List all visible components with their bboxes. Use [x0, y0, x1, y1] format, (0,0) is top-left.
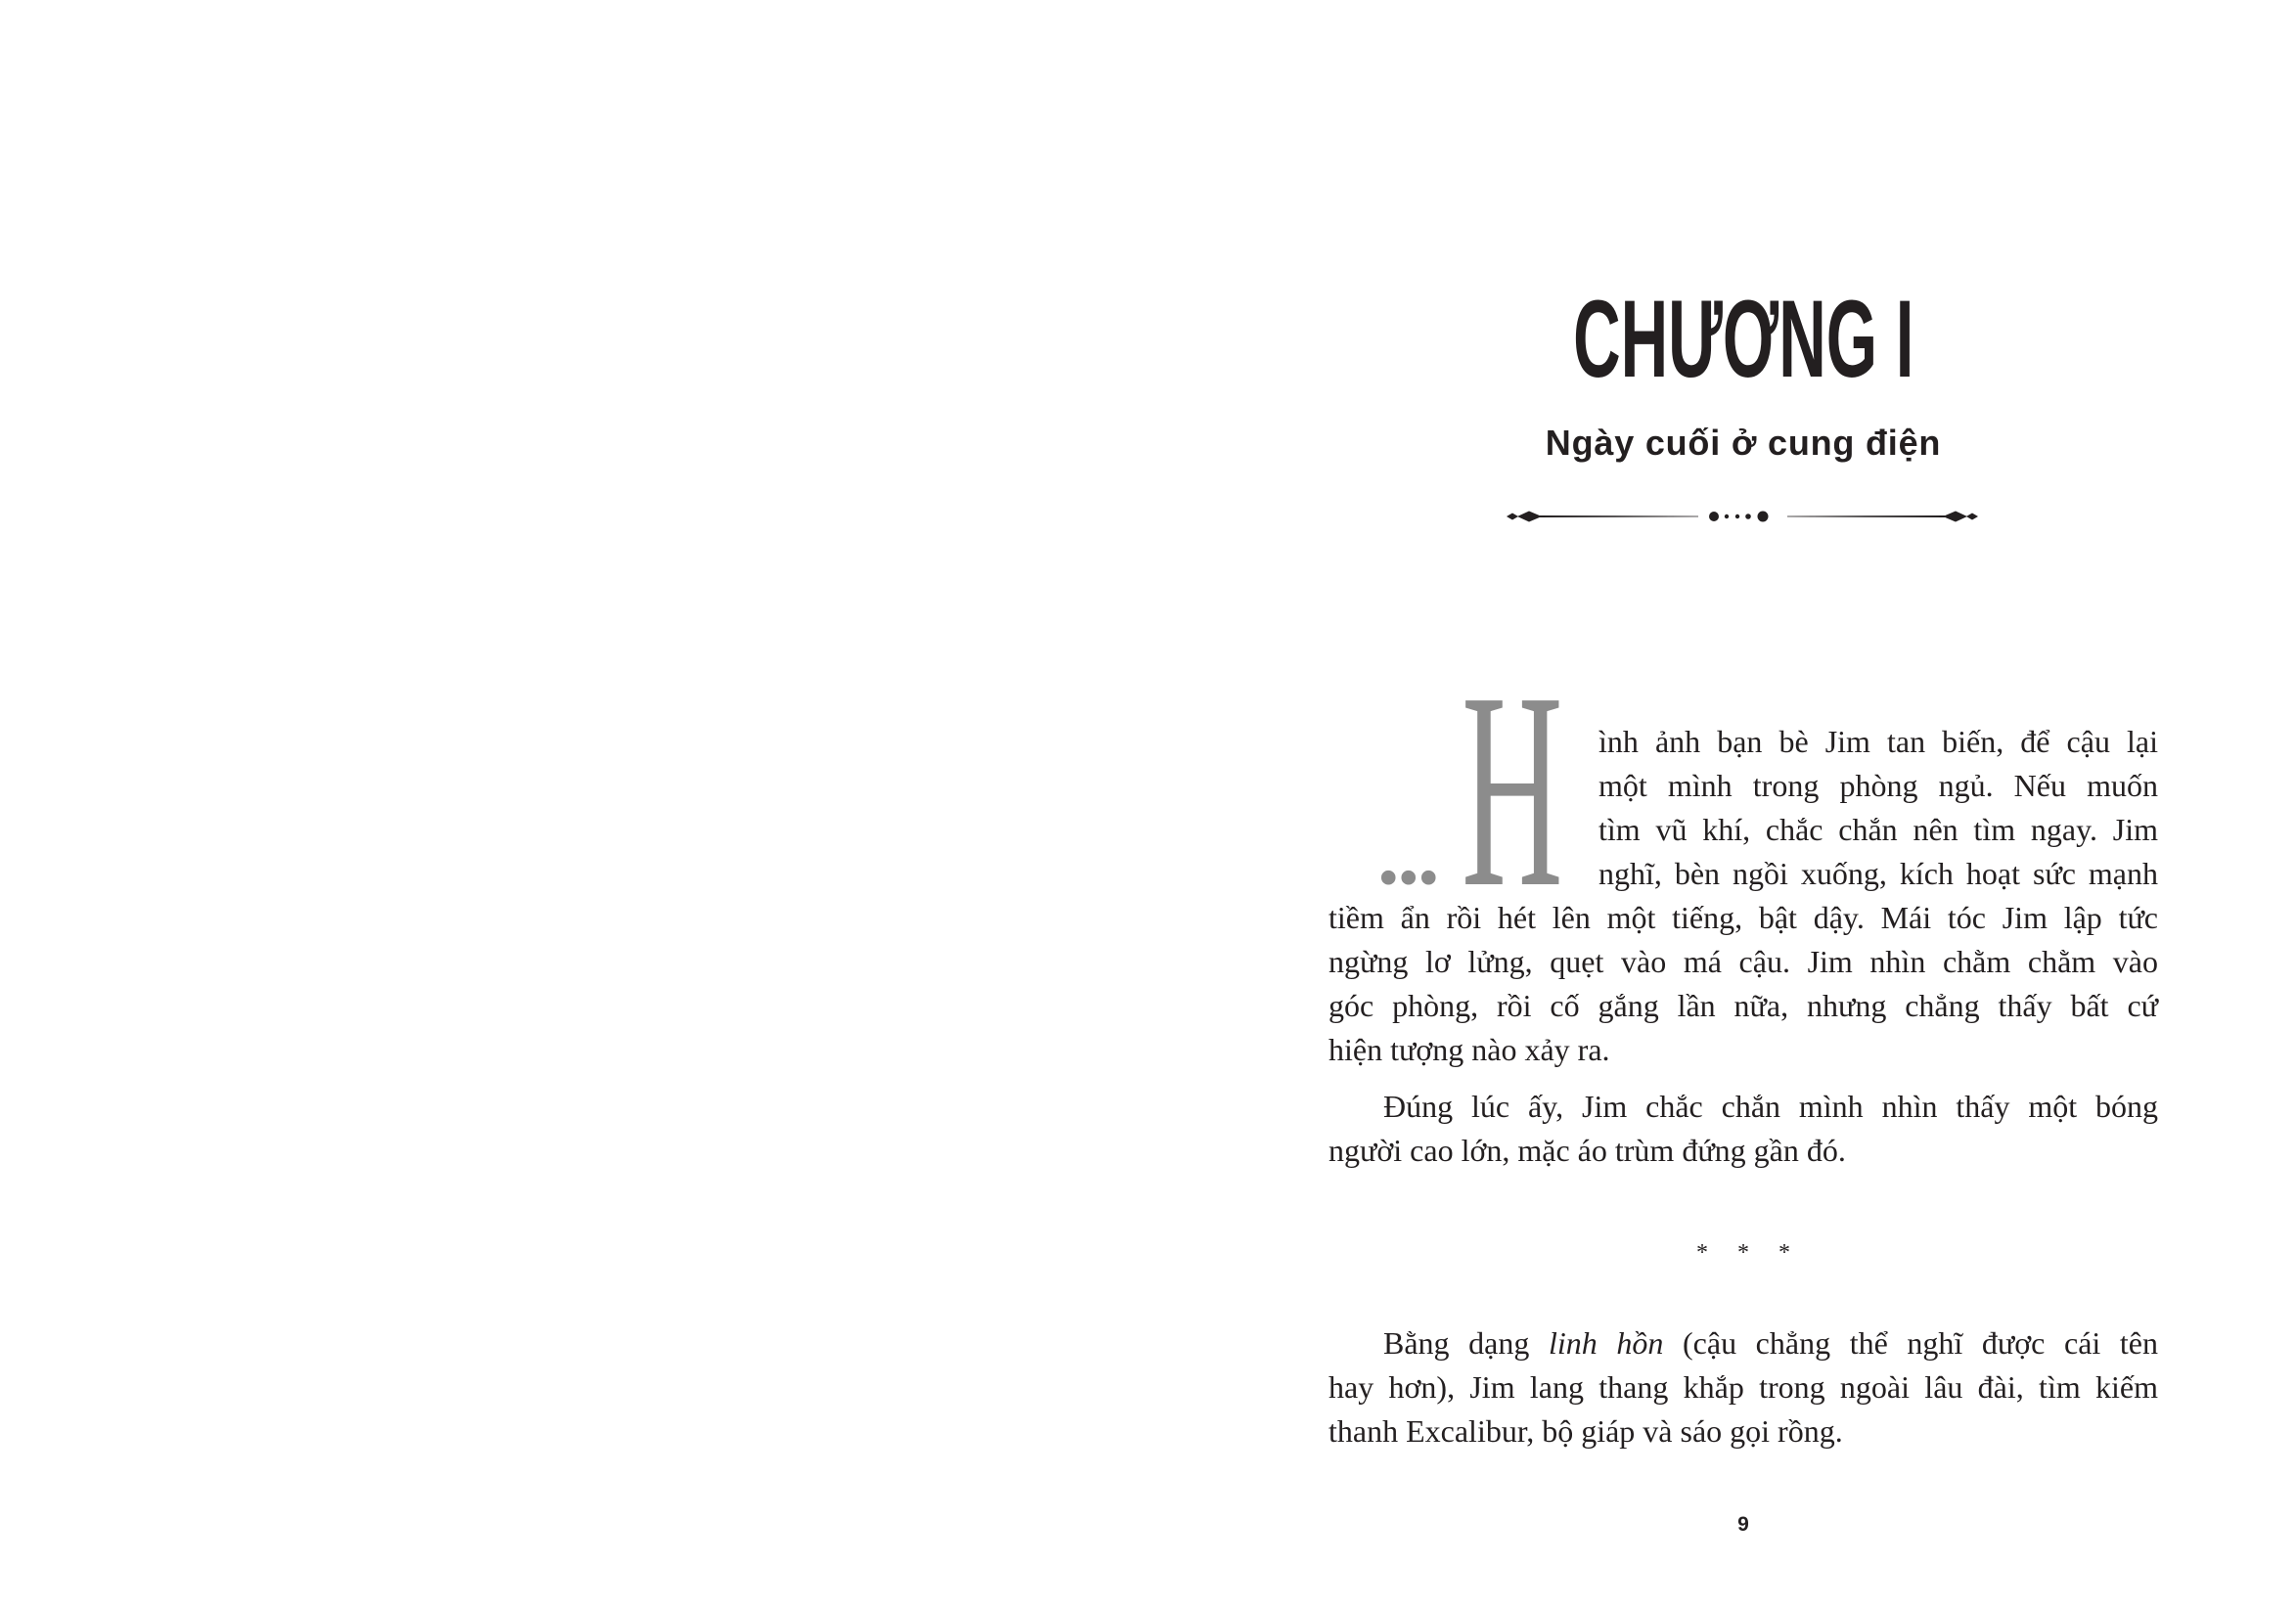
- chapter-divider-ornament: [1507, 505, 1978, 528]
- body-line: tìm vũ khí, chắc chắn nên tìm ngay. Jim: [1598, 812, 2158, 847]
- divider-right-tip: [1966, 514, 1978, 520]
- divider-dot: [1745, 514, 1751, 519]
- divider-right-diamond: [1943, 512, 1967, 522]
- right-page: [1148, 0, 2296, 1610]
- divider-bead: [1758, 512, 1769, 522]
- body-line: tiềm ẩn rồi hét lên một tiếng, bật dậy. Mái tóc Jim lập tức: [1328, 900, 2158, 935]
- drop-cap-ellipsis: ...: [1377, 806, 1438, 903]
- paragraph: [1328, 1321, 2158, 1453]
- body-line: góc phòng, rồi cố gắng lần nữa, nhưng chẳng thấy bất cứ: [1328, 988, 2158, 1023]
- body-line: nghĩ, bèn ngồi xuống, kích hoạt sức mạnh: [1598, 856, 2158, 891]
- paragraph: [1328, 720, 2158, 1072]
- paragraph: [1328, 1085, 2158, 1173]
- page-number: 9: [1737, 1513, 1749, 1536]
- divider-right-rule: [1787, 515, 1945, 517]
- divider-dot: [1725, 514, 1729, 518]
- chapter-title: [1328, 278, 2158, 400]
- body-line: ình ảnh bạn bè Jim tan biến, để cậu lại: [1598, 724, 2158, 759]
- body-text-segment: (cậu chẳng thể nghĩ được cái tên: [1663, 1325, 2159, 1361]
- divider-dot: [1735, 514, 1739, 518]
- body-line: người cao lớn, mặc áo trùm đứng gần đó.: [1328, 1133, 1846, 1168]
- body-text-segment: Bằng dạng: [1383, 1325, 1549, 1361]
- divider-left-rule: [1540, 515, 1698, 517]
- divider-left-tip: [1507, 514, 1518, 520]
- body-line: thanh Excalibur, bộ giáp và sáo gọi rồng.: [1328, 1413, 1843, 1449]
- body-text: [1328, 720, 2158, 1453]
- body-line: hiện tượng nào xảy ra.: [1328, 1032, 1610, 1067]
- chapter-title-text: CHƯƠNG I: [1572, 278, 1914, 400]
- body-line: Đúng lúc ấy, Jim chắc chắn mình nhìn thấy một bóng: [1383, 1089, 2158, 1124]
- body-line: [1328, 1321, 2158, 1365]
- chapter-subtitle: Ngày cuối ở cung điện: [1545, 423, 1942, 463]
- body-line: một mình trong phòng ngủ. Nếu muốn: [1598, 768, 2158, 803]
- body-line: hay hơn), Jim lang thang khắp trong ngoài lâu đài, tìm kiếm: [1328, 1369, 2158, 1405]
- divider-left-diamond: [1517, 512, 1542, 522]
- scene-break-asterisks: * * *: [1696, 1240, 1790, 1266]
- drop-cap-letter: H: [1462, 635, 1563, 946]
- body-line: ngừng lơ lửng, quẹt vào má cậu. Jim nhìn chằm chằm vào: [1328, 944, 2158, 979]
- italic-text: linh hồn: [1548, 1325, 1664, 1361]
- divider-bead: [1709, 512, 1719, 521]
